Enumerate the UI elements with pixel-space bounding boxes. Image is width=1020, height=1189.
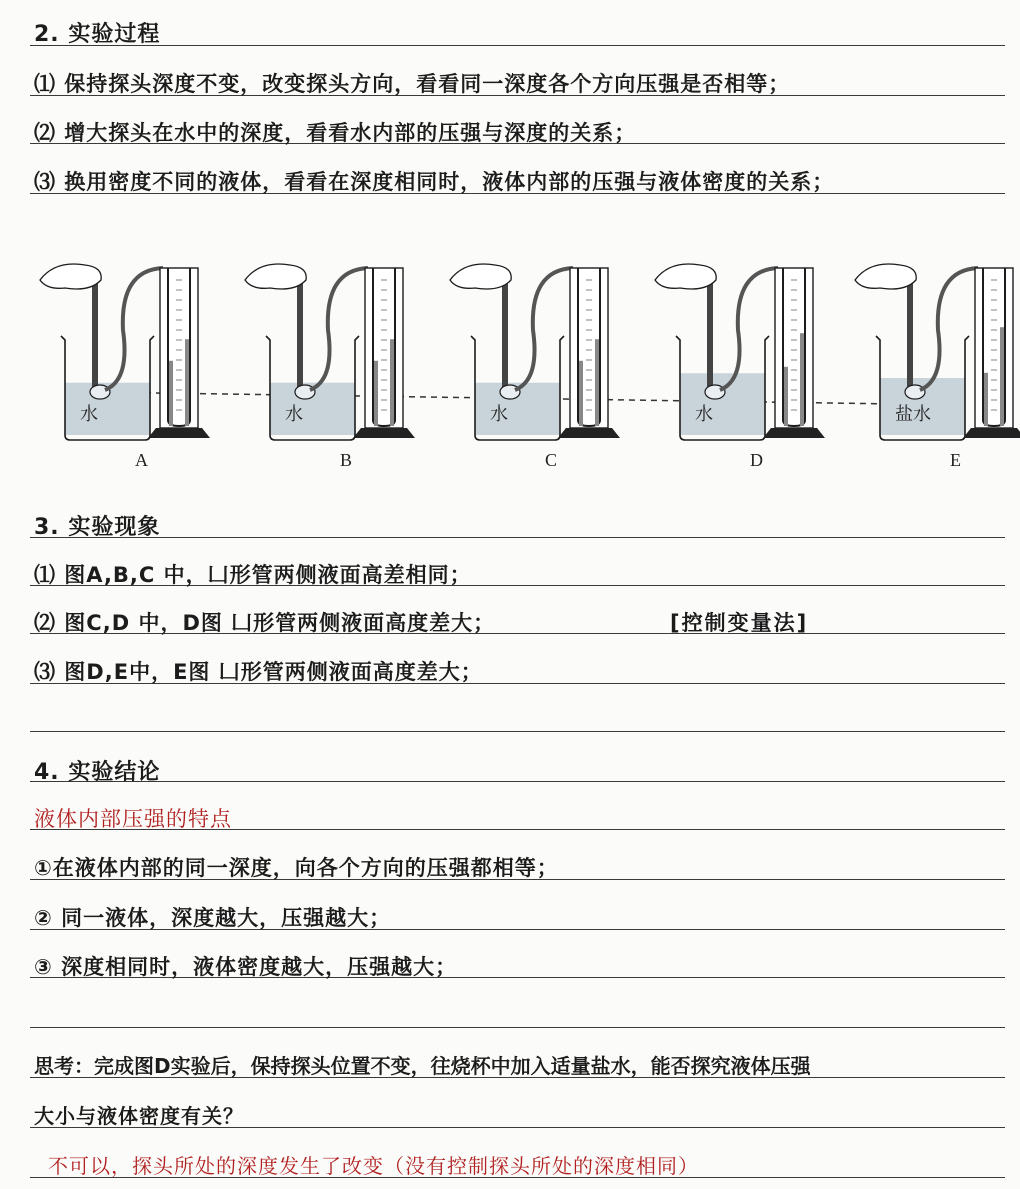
phenomenon-3: ⑶ 图D,E中，E图 凵形管两侧液面高度差大；	[34, 660, 483, 684]
stand-base	[963, 428, 1020, 438]
hand	[655, 264, 716, 289]
stand-base	[353, 428, 415, 438]
u-tube-right-column	[185, 339, 189, 426]
conclusion-1: ①在液体内部的同一深度，向各个方向的压强都相等；	[34, 856, 559, 880]
apparatus-a	[40, 264, 210, 470]
scale-board	[775, 268, 813, 428]
thinking-answer: 不可以，探头所处的深度发生了改变（没有控制探头所处的深度相同）	[48, 1154, 699, 1178]
probe-rod	[707, 280, 713, 392]
apparatus-b	[245, 264, 415, 470]
phenomenon-2: ⑵ 图C,D 中，D图 凵形管两侧液面高度差大；	[34, 611, 496, 635]
hand	[245, 264, 306, 289]
hand	[40, 264, 101, 289]
section4-heading: 4. 实验结论	[34, 760, 161, 785]
panel-label: B	[340, 450, 353, 470]
hand	[855, 264, 916, 289]
liquid	[680, 373, 765, 435]
rubber-tube	[515, 268, 573, 390]
probe-rod	[502, 280, 508, 392]
stand-base	[763, 428, 825, 438]
rubber-tube	[310, 268, 368, 390]
liquid-label: 水	[80, 404, 98, 425]
panel-label: E	[950, 450, 961, 470]
thinking-question-line1: 思考：完成图D实验后，保持探头位置不变，往烧杯中加入适量盐水，能否探究液体压强	[34, 1054, 811, 1078]
section3-heading: 3. 实验现象	[34, 515, 161, 540]
probe-rod	[907, 280, 913, 392]
method-note: [控制变量法]	[670, 611, 809, 635]
apparatus-c	[450, 264, 620, 470]
u-tube-right-column	[1000, 327, 1004, 426]
u-tube-right-column	[800, 333, 804, 426]
probe-rod	[297, 280, 303, 392]
thinking-question-line2: 大小与液体密度有关？	[34, 1104, 244, 1128]
u-tube-right-column	[595, 339, 599, 426]
u-tube-left-column	[784, 367, 788, 426]
scale-board	[365, 268, 403, 428]
conclusion-2: ② 同一液体，深度越大，压强越大；	[34, 906, 392, 930]
u-tube-left-column	[984, 373, 988, 426]
liquid-label: 水	[285, 404, 303, 425]
apparatus-d	[655, 264, 825, 470]
rubber-tube	[720, 268, 778, 390]
scale-board	[975, 268, 1013, 428]
u-tube-right-column	[390, 339, 394, 426]
probe-rod	[92, 280, 98, 392]
liquid-label: 盐水	[895, 404, 931, 425]
stand-base	[148, 428, 210, 438]
conclusion-3: ③ 深度相同时，液体密度越大，压强越大；	[34, 955, 458, 979]
panel-label: C	[545, 450, 558, 470]
section2-heading: 2. 实验过程	[34, 22, 161, 47]
process-step-2: ⑵ 增大探头在水中的深度，看看水内部的压强与深度的关系；	[34, 121, 637, 145]
phenomenon-1: ⑴ 图A,B,C 中，凵形管两侧液面高差相同；	[34, 563, 472, 587]
apparatus-e	[855, 264, 1020, 470]
process-step-3: ⑶ 换用密度不同的液体，看看在深度相同时，液体内部的压强与液体密度的关系；	[34, 170, 835, 194]
scale-board	[570, 268, 608, 428]
experiment-figure	[0, 240, 1020, 480]
rubber-tube	[105, 268, 163, 390]
process-step-1: ⑴ 保持探头深度不变，改变探头方向，看看同一深度各个方向压强是否相等；	[34, 72, 791, 96]
liquid-label: 水	[490, 404, 508, 425]
u-tube-left-column	[374, 361, 378, 426]
scale-board	[160, 268, 198, 428]
rubber-tube	[920, 268, 978, 390]
conclusion-subheading: 液体内部压强的特点	[34, 807, 232, 831]
hand	[450, 264, 511, 289]
stand-base	[558, 428, 620, 438]
liquid-label: 水	[695, 404, 713, 425]
u-tube-left-column	[579, 361, 583, 426]
panel-label: D	[750, 450, 763, 470]
panel-label: A	[135, 450, 148, 470]
u-tube-left-column	[169, 361, 173, 426]
